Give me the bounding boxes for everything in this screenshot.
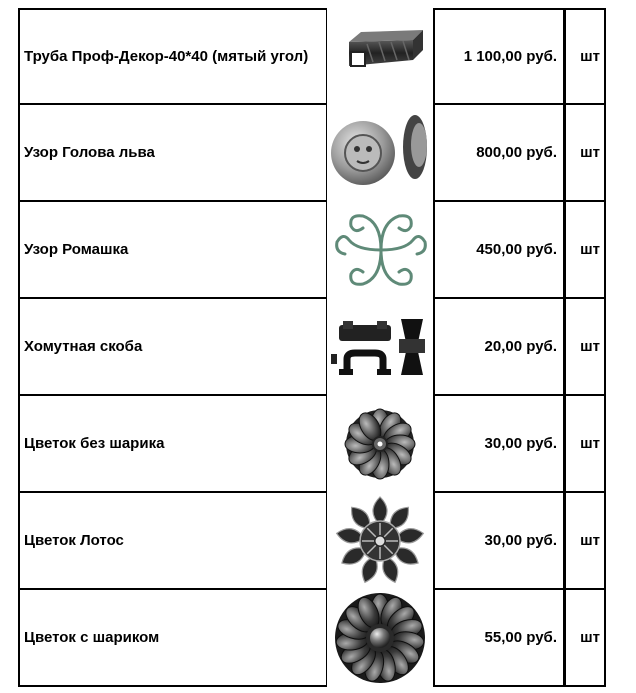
clamp-bracket-icon <box>327 299 433 396</box>
product-price: 1 100,00 руб. <box>433 8 564 105</box>
table-row <box>18 590 606 687</box>
lion-head-icon <box>327 105 433 202</box>
product-unit: шт <box>564 396 606 493</box>
product-unit: шт <box>564 590 606 687</box>
product-price: 20,00 руб. <box>433 299 564 396</box>
product-name: Труба Проф-Декор-40*40 (мятый угол) <box>18 8 327 105</box>
flower-rosette-icon <box>327 396 433 493</box>
product-name: Цветок без шарика <box>18 396 327 493</box>
product-unit: шт <box>564 299 606 396</box>
product-price: 800,00 руб. <box>433 105 564 202</box>
product-name: Хомутная скоба <box>18 299 327 396</box>
table-row <box>18 299 606 396</box>
table-row <box>18 396 606 493</box>
price-table <box>18 8 606 683</box>
product-unit: шт <box>564 105 606 202</box>
product-name: Узор Ромашка <box>18 202 327 299</box>
product-image <box>327 396 433 493</box>
ball-flower-icon <box>327 590 433 687</box>
product-name: Цветок Лотос <box>18 493 327 590</box>
table-row <box>18 105 606 202</box>
table-row <box>18 202 606 299</box>
scroll-ornament-icon <box>327 202 433 299</box>
product-image <box>327 8 433 105</box>
lotus-rosette-icon <box>327 493 433 590</box>
product-unit: шт <box>564 493 606 590</box>
square-tube-icon <box>327 8 433 105</box>
product-price: 30,00 руб. <box>433 493 564 590</box>
product-image <box>327 590 433 687</box>
product-unit: шт <box>564 202 606 299</box>
product-image <box>327 493 433 590</box>
product-name: Узор Голова льва <box>18 105 327 202</box>
product-price: 450,00 руб. <box>433 202 564 299</box>
product-image <box>327 299 433 396</box>
product-image <box>327 202 433 299</box>
table-row <box>18 493 606 590</box>
product-unit: шт <box>564 8 606 105</box>
product-image <box>327 105 433 202</box>
product-price: 30,00 руб. <box>433 396 564 493</box>
table-row <box>18 8 606 105</box>
product-price: 55,00 руб. <box>433 590 564 687</box>
product-name: Цветок с шариком <box>18 590 327 687</box>
